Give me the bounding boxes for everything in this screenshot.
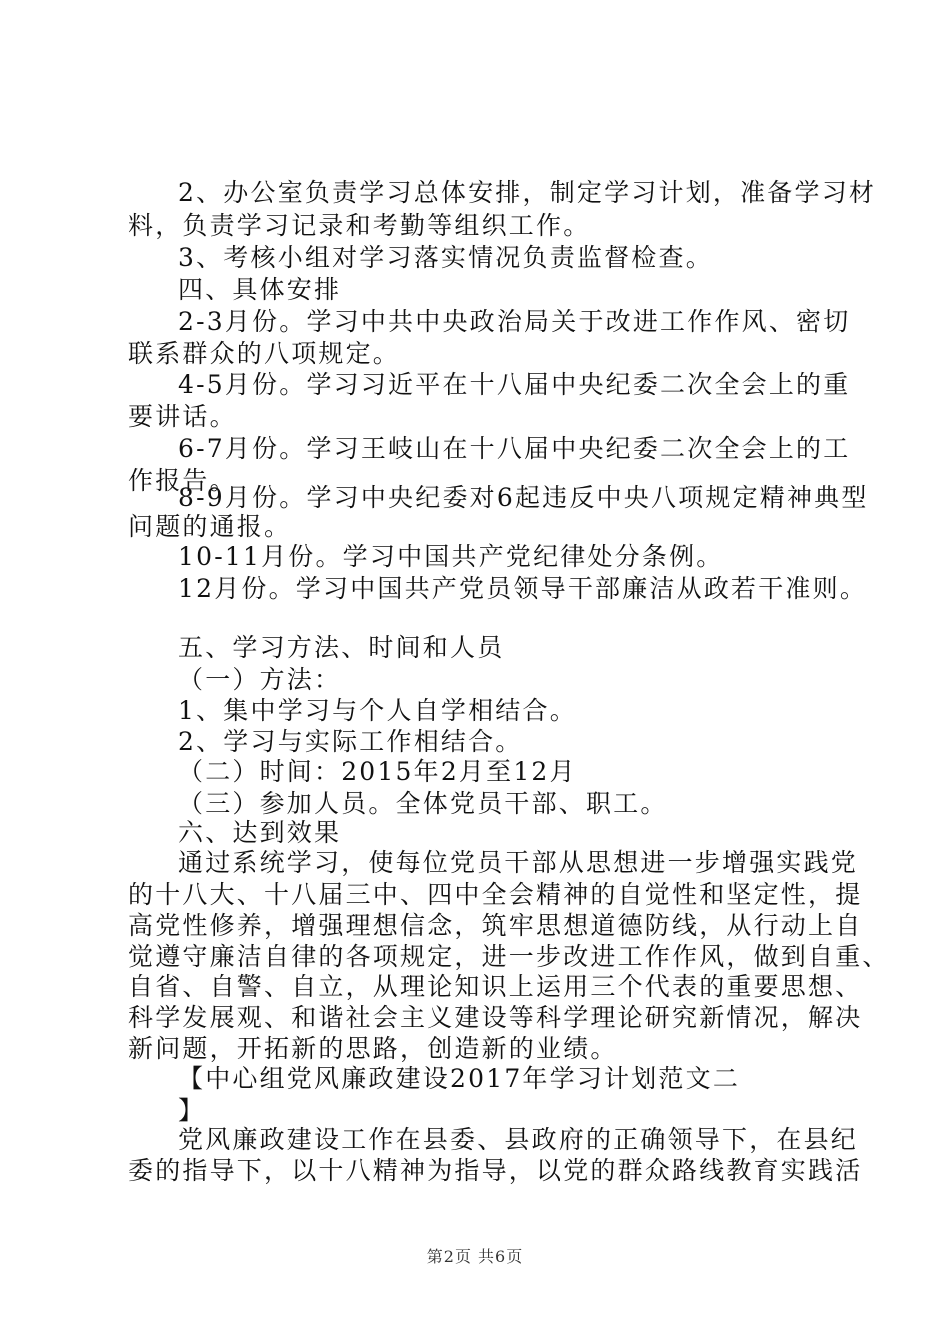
section-heading: 六、达到效果 bbox=[178, 818, 342, 847]
text-line: 4-5月份。学习习近平在十八届中央纪委二次全会上的重 bbox=[178, 370, 851, 399]
text-line: （二）时间：2015年2月至12月 bbox=[178, 757, 577, 786]
text-line: 党风廉政建设工作在县委、县政府的正确领导下，在县纪 bbox=[178, 1125, 859, 1154]
section-title: 【中心组党风廉政建设2017年学习计划范文二 bbox=[178, 1064, 741, 1093]
text-line: 自省、自警、自立，从理论知识上运用三个代表的重要思想、 bbox=[128, 972, 863, 1001]
text-line: 8-9月份。学习中央纪委对6起违反中央八项规定精神典型 bbox=[178, 483, 869, 512]
text-line: 的十八大、十八届三中、四中全会精神的自觉性和坚定性，提 bbox=[128, 880, 863, 909]
text-line: 觉遵守廉洁自律的各项规定，进一步改进工作作风，做到自重、 bbox=[128, 942, 890, 971]
section-heading: 五、学习方法、时间和人员 bbox=[178, 633, 505, 662]
text-line: 10-11月份。学习中国共产党纪律处分条例。 bbox=[178, 542, 724, 571]
text-line: 1、集中学习与个人自学相结合。 bbox=[178, 696, 577, 725]
text-line: 委的指导下，以十八精神为指导，以党的群众路线教育实践活 bbox=[128, 1156, 863, 1185]
text-line: 12月份。学习中国共产党员领导干部廉洁从政若干准则。 bbox=[178, 574, 868, 603]
text-line: 作报告。 bbox=[128, 466, 237, 495]
section-heading: 四、具体安排 bbox=[178, 275, 342, 304]
text-line: 问题的通报。 bbox=[128, 512, 292, 541]
text-line: 科学发展观、和谐社会主义建设等科学理论研究新情况，解决 bbox=[128, 1003, 863, 1032]
text-line: 3、考核小组对学习落实情况负责监督检查。 bbox=[178, 243, 713, 272]
text-line: 要讲话。 bbox=[128, 402, 237, 431]
text-line: （一）方法： bbox=[178, 665, 342, 694]
page-footer: 第2页 共6页 bbox=[426, 1247, 524, 1266]
text-line: 通过系统学习，使每位党员干部从思想进一步增强实践党 bbox=[178, 848, 859, 877]
text-line: 6-7月份。学习王岐山在十八届中央纪委二次全会上的工 bbox=[178, 434, 851, 463]
text-line: 高党性修养，增强理想信念，筑牢思想道德防线，从行动上自 bbox=[128, 911, 863, 940]
text-line: 联系群众的八项规定。 bbox=[128, 339, 401, 368]
text-line: （三）参加人员。全体党员干部、职工。 bbox=[178, 789, 668, 818]
text-line: 2、学习与实际工作相结合。 bbox=[178, 727, 523, 756]
text-line: 2、办公室负责学习总体安排，制定学习计划，准备学习材 bbox=[178, 178, 877, 207]
section-title: 】 bbox=[178, 1096, 206, 1125]
text-line: 新问题，开拓新的思路，创造新的业绩。 bbox=[128, 1034, 618, 1063]
text-line: 料，负责学习记录和考勤等组织工作。 bbox=[128, 211, 591, 240]
text-line: 2-3月份。学习中共中央政治局关于改进工作作风、密切 bbox=[178, 307, 851, 336]
